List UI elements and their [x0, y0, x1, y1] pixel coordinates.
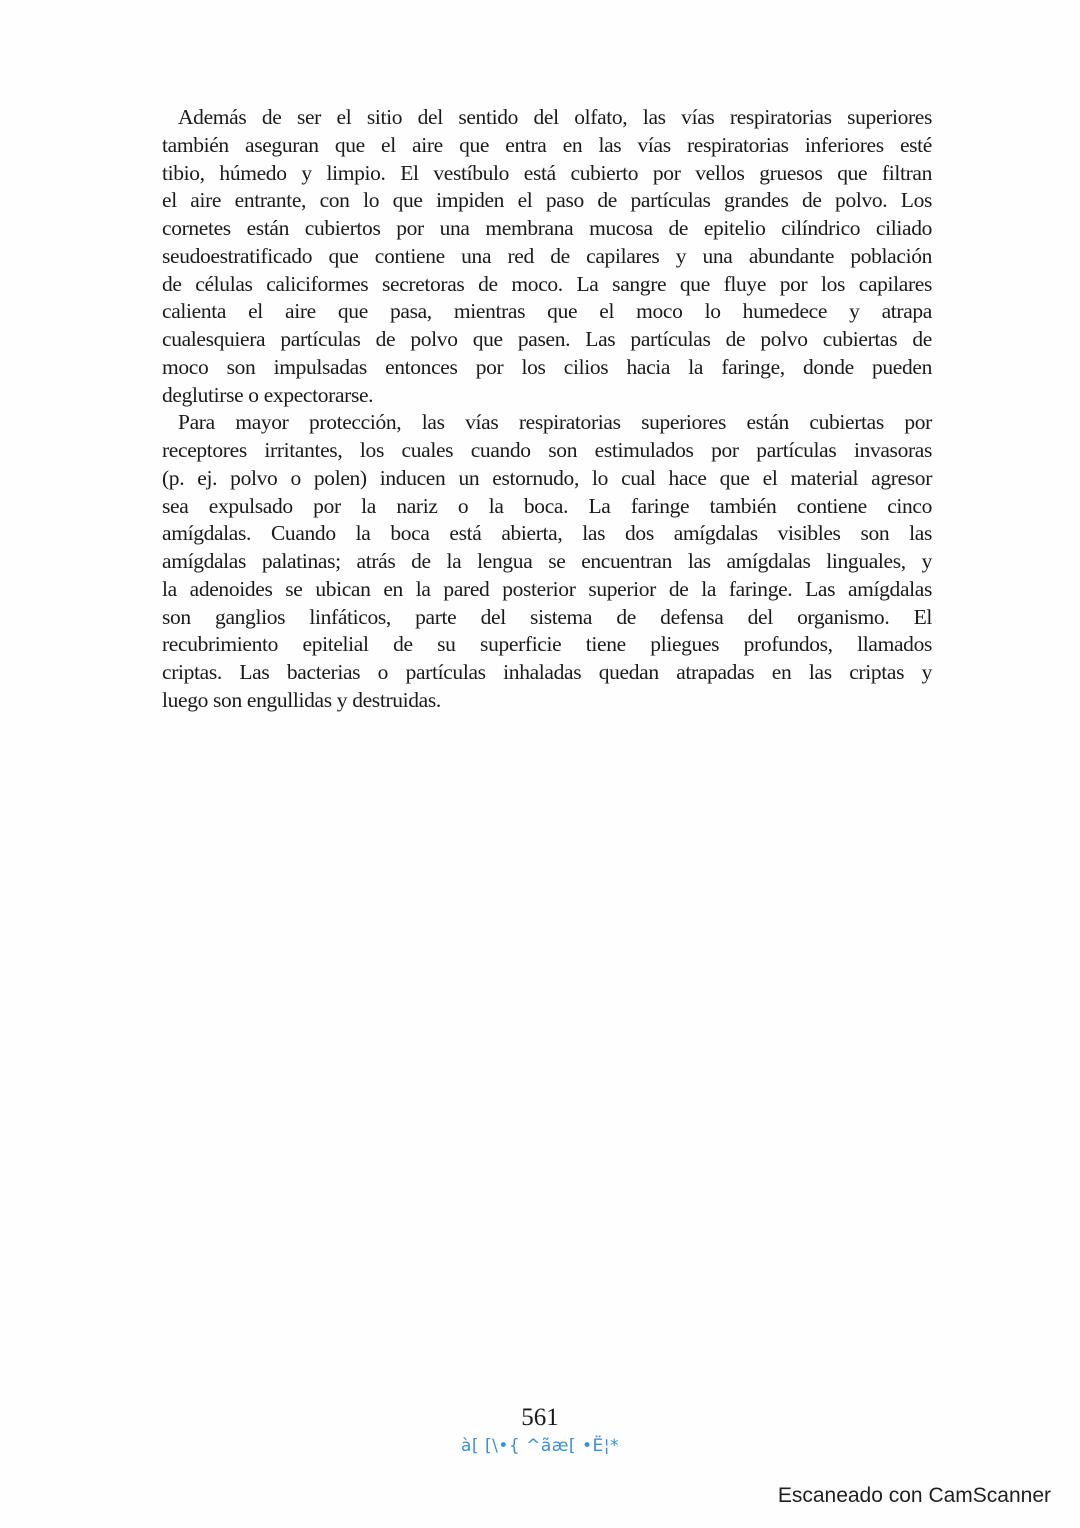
camscanner-watermark: Escaneado con CamScanner [777, 1484, 1051, 1507]
page-number: 561 [521, 1404, 559, 1431]
text-line: receptores irritantes, los cuales cuando son estimulados por partículas invasoras [162, 438, 932, 462]
paragraph-2 [162, 409, 932, 714]
text-line: amígdalas palatinas; atrás de la lengua se encuentran las amígdalas linguales, y [162, 549, 932, 573]
text-line: calienta el aire que pasa, mientras que el moco lo humedece y atrapa [162, 299, 932, 324]
text-line: seudoestratificado que contiene una red de capilares y una abundante población [162, 243, 932, 268]
text-line: tibio, húmedo y limpio. El vestíbulo está cubierto por vellos gruesos que filtran [162, 160, 932, 185]
text-line: sea expulsado por la nariz o la boca. La faringe también contiene cinco [162, 493, 932, 518]
body-text [162, 104, 932, 715]
text-line: luego son engullidas y destruidas. [162, 687, 441, 712]
text-line: también aseguran que el aire que entra en las vías respiratorias inferiores esté [162, 132, 932, 157]
paragraph-1 [162, 104, 932, 409]
text-line: criptas. Las bacterias o partículas inhaladas quedan atrapadas en las criptas y [162, 660, 932, 684]
text-line: deglutirse o expectorarse. [162, 382, 374, 407]
text-line: son ganglios linfáticos, parte del sistema de defensa del organismo. El [162, 604, 932, 629]
text-line: el aire entrante, con lo que impiden el paso de partículas grandes de polvo. Los [162, 188, 932, 213]
footer-link-text: à[ [\•{ ^ãæ[ •Ë¦* [461, 1436, 619, 1456]
text-line: (p. ej. polvo o polen) inducen un estornudo, lo cual hace que el material agresor [162, 465, 932, 490]
text-line: cualesquiera partículas de polvo que pasen. Las partículas de polvo cubiertas de [162, 327, 932, 351]
text-line: recubrimiento epitelial de su superficie tiene pliegues profundos, llamados [162, 632, 932, 657]
text-line: Además de ser el sitio del sentido del olfato, las vías respiratorias superiores [178, 105, 932, 129]
text-line: moco son impulsadas entonces por los cilios hacia la faringe, donde pueden [162, 354, 932, 379]
text-line: de células caliciformes secretoras de moco. La sangre que fluye por los capilares [162, 271, 932, 296]
text-line: la adenoides se ubican en la pared posterior superior de la faringe. Las amígdalas [162, 576, 932, 601]
text-line: amígdalas. Cuando la boca está abierta, las dos amígdalas visibles son las [162, 521, 932, 546]
text-line: cornetes están cubiertos por una membrana mucosa de epitelio cilíndrico ciliado [162, 216, 932, 240]
text-line: Para mayor protección, las vías respiratorias superiores están cubiertas por [178, 410, 932, 435]
